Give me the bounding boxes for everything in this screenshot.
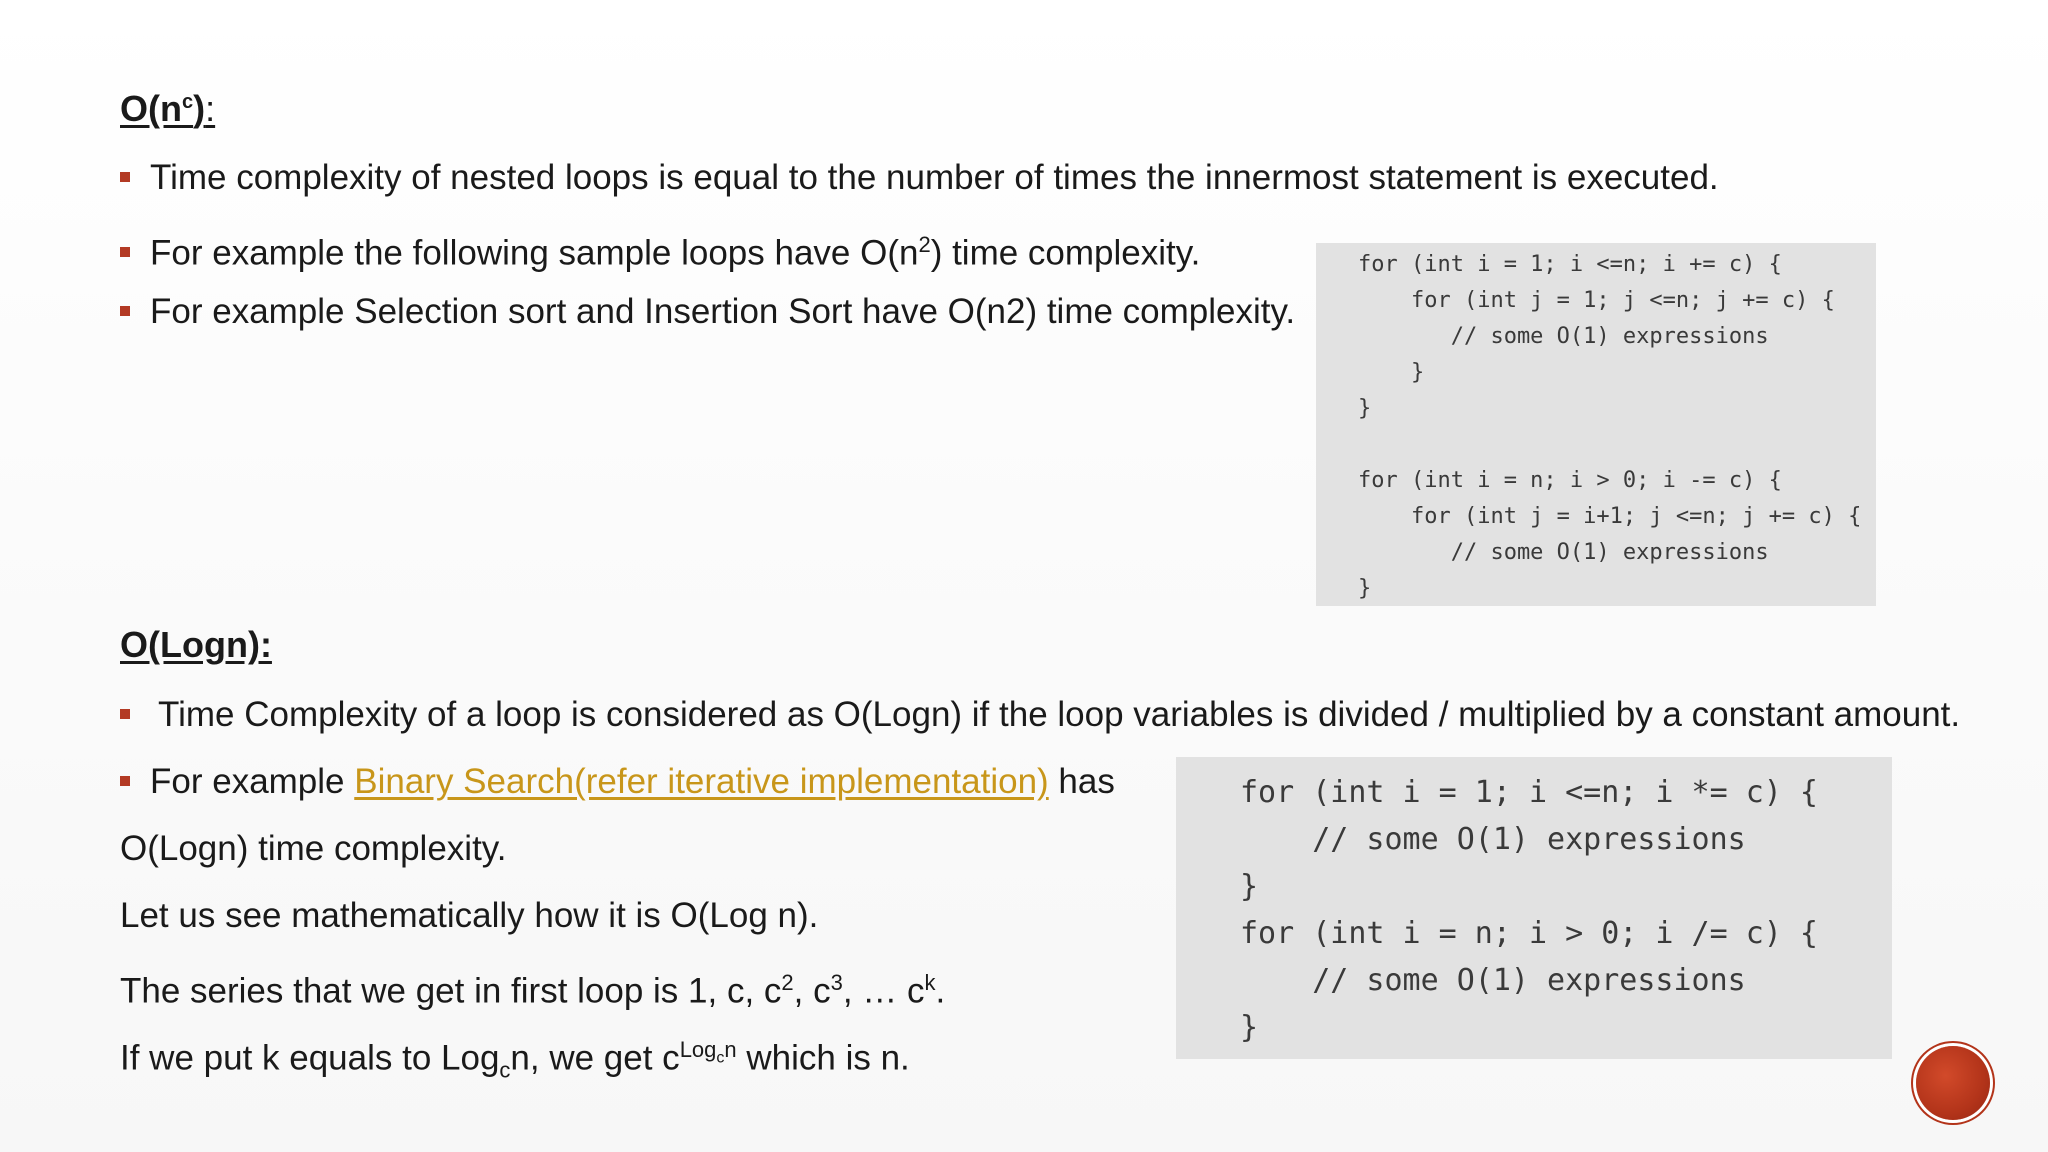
bullet-square-icon [120,306,130,316]
code1-line: // some O(1) expressions [1358,324,1769,349]
line-series: The series that we get in first loop is 1, c, $c^2$, $c^3$, … $c^k$. [120,970,946,1011]
bullet-square-icon [120,247,130,257]
code1-line: for (int i = n; i > 0; i -= c) { [1358,468,1782,493]
bullet-square-icon [120,776,130,786]
code2-line: } [1240,1010,1259,1045]
line-mathematically: Let us see mathematically how it is O(Log n). [120,896,819,935]
line-k-equals-log: If we put k equals to Log$_c$n, we get $c^{Log_cn}$ which is n. [120,1037,910,1083]
binary-search-link[interactable]: Binary Search(refer iterative implementation) [354,762,1049,801]
bullet-square-icon [120,709,130,719]
heading-o-logn: O(Logn): [120,624,272,665]
code1-line: for (int j = i+1; j <=n; j += c) { [1358,504,1862,529]
slide-nav-button[interactable] [1916,1046,1990,1120]
code2-line: for (int i = 1; i <=n; i *= c) { [1240,775,1818,810]
bullet-selection-sort: For example Selection sort and Insertion Sort have O(n2) time complexity. [120,290,1295,334]
code1-line: // some O(1) expressions [1358,540,1769,565]
bullet-square-icon [120,172,130,182]
code1-line: } [1358,576,1372,601]
code1-line: } [1358,360,1425,385]
code-block-log-loops [1176,757,1892,1059]
bullet-sample-loops: For example the following sample loops have $O(n^2)$ time complexity. [120,223,1200,276]
code2-line: // some O(1) expressions [1240,963,1746,998]
code2-line: } [1240,869,1259,904]
code2-line: for (int i = n; i > 0; i /= c) { [1240,916,1818,951]
bullet-nested-loops: Time complexity of nested loops is equal to the number of times the innermost statement is executed. [120,156,1719,200]
code-block-nested-loops [1316,243,1876,606]
code1-line: } [1358,396,1372,421]
bullet-logn-definition: Time Complexity of a loop is considered as O(Logn) if the loop variables is divided / multiplied by a constant amount. [120,693,1960,737]
code1-line: for (int j = 1; j <=n; j += c) { [1358,288,1835,313]
code2-line: // some O(1) expressions [1240,822,1746,857]
code1-line: for (int i = 1; i <=n; i += c) { [1358,252,1782,277]
line-logn-complexity: O(Logn) time complexity. [120,829,507,868]
code1-line [1358,427,1861,463]
bullet-binary-search: For example Binary Search(refer iterative implementation) has [120,760,1115,804]
heading-o-n-c: $O(n^c)$: [120,88,216,129]
